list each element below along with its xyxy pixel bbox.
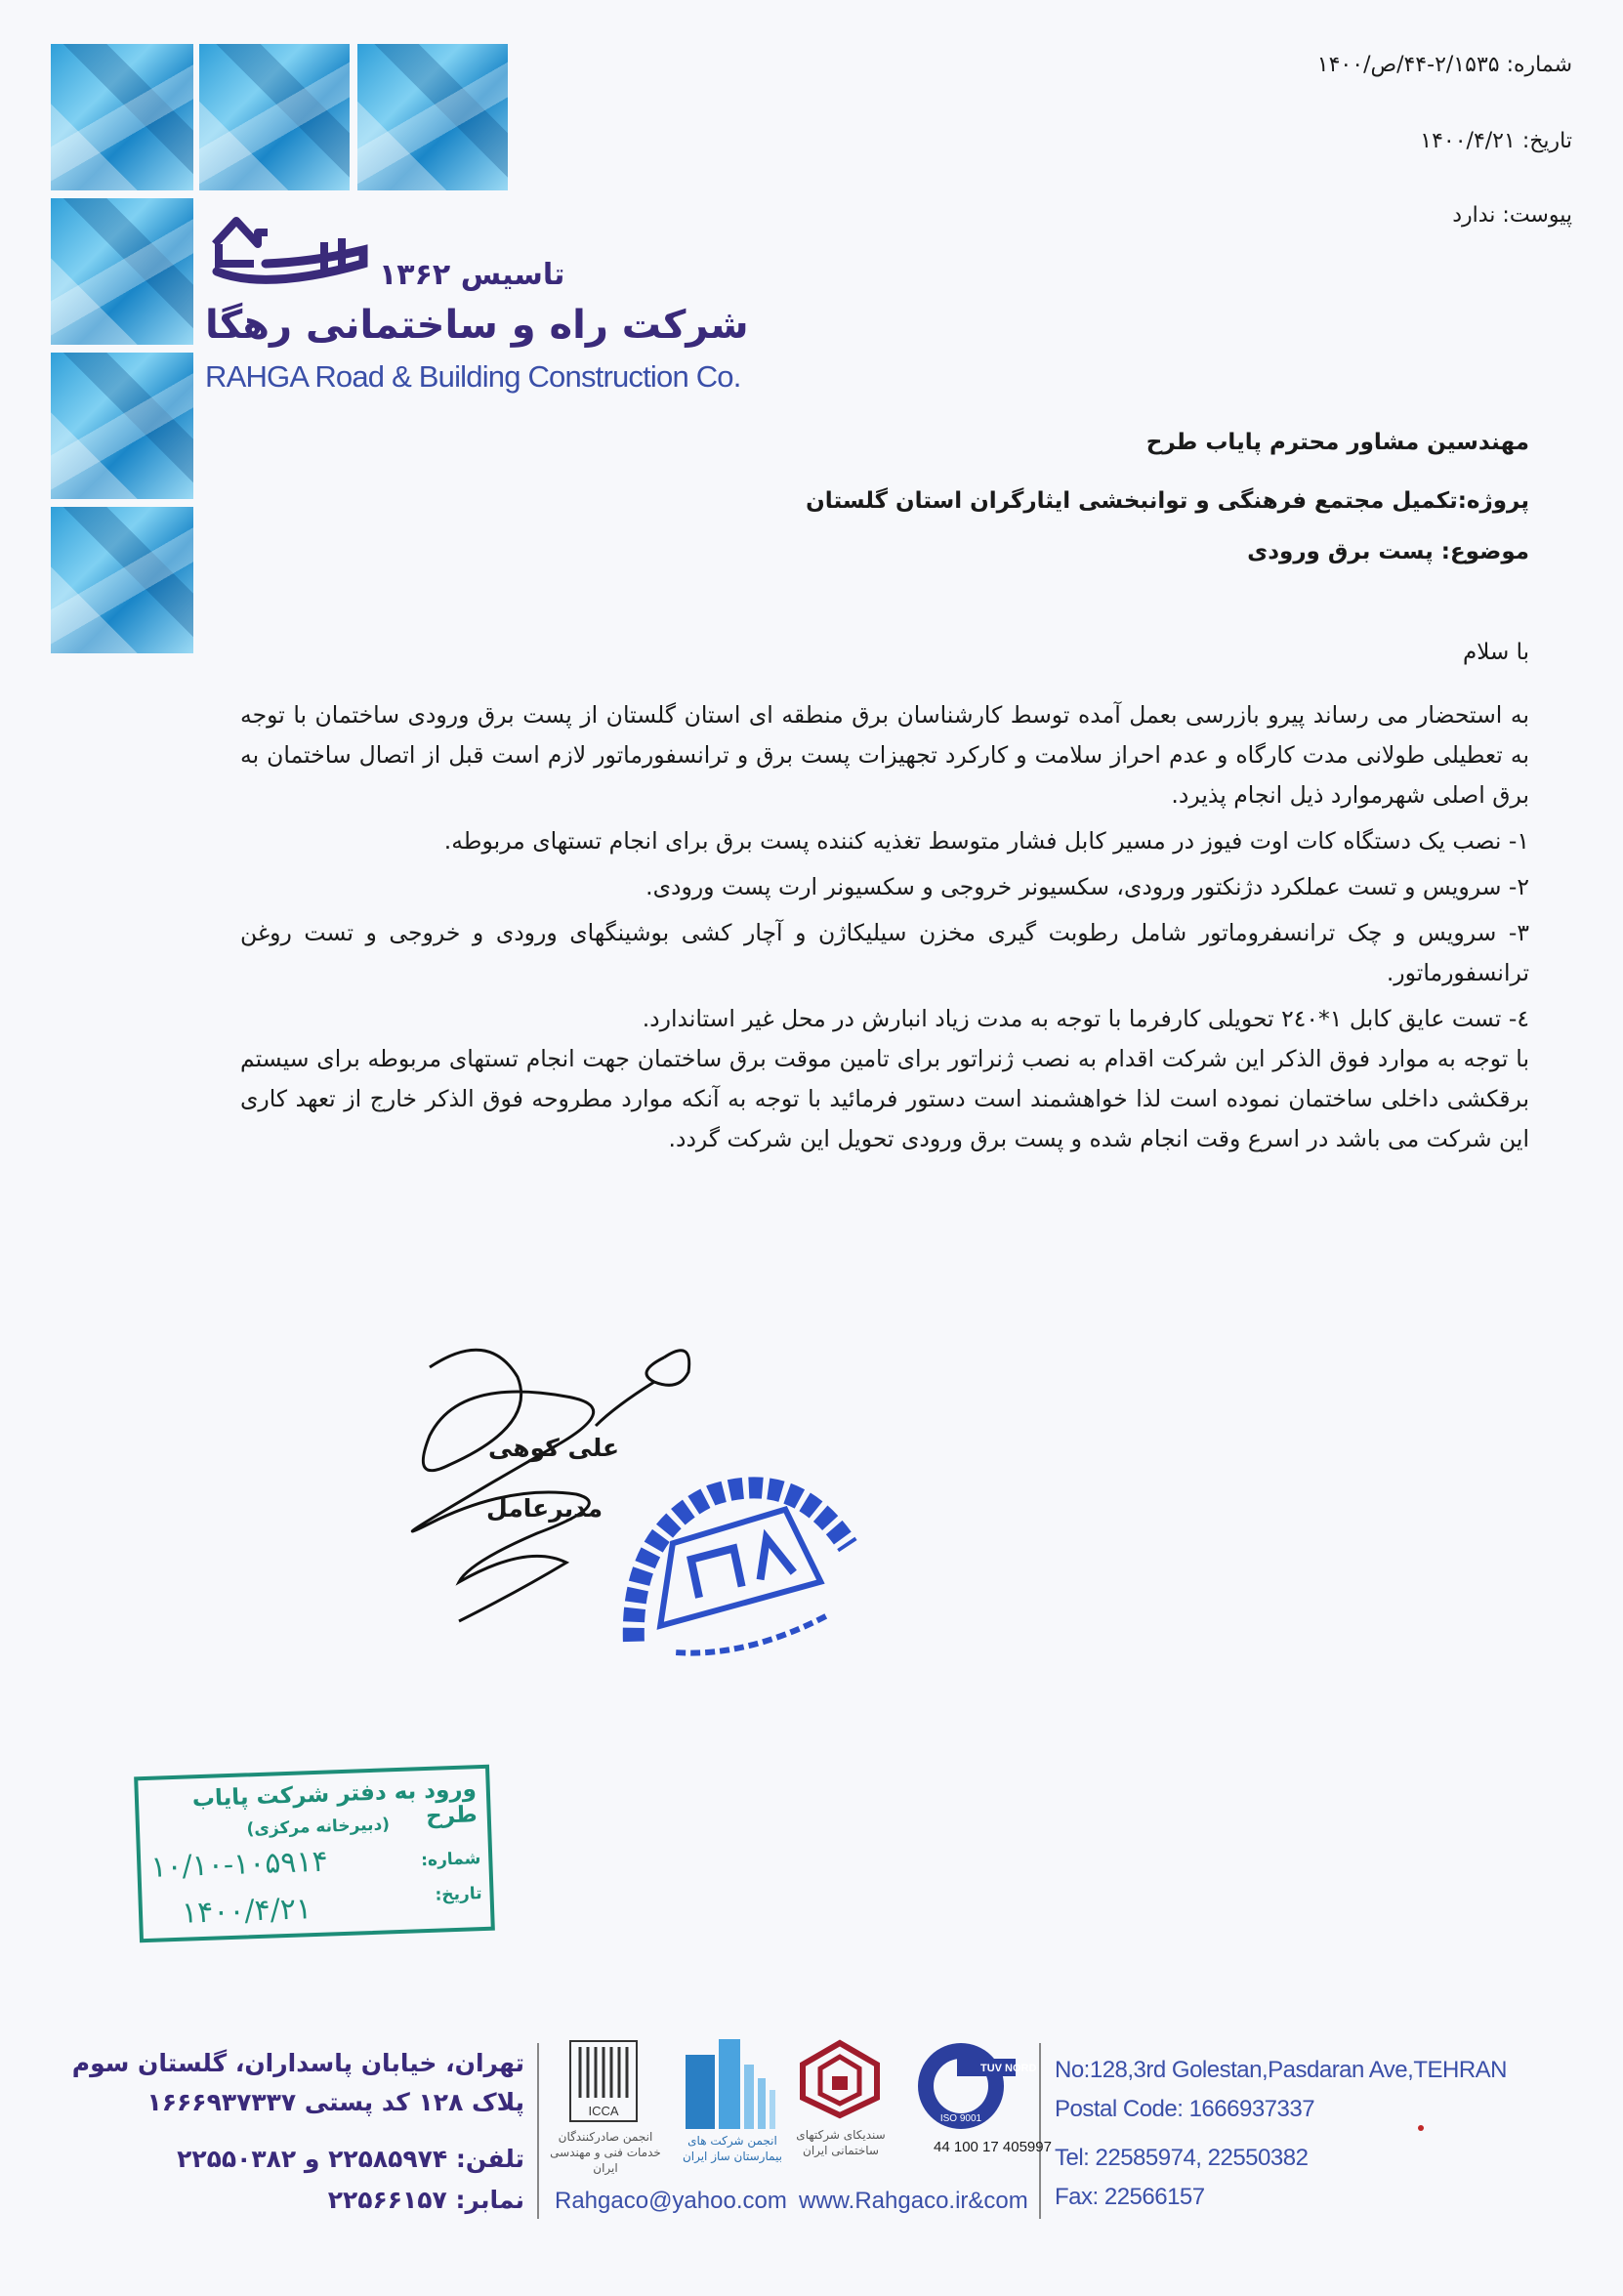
icca-logo	[568, 2039, 639, 2127]
letter-number-value: ۲/۱۵۳۵-۴۴/ص/۱۴۰۰	[1316, 53, 1500, 77]
footer-phone-fa: تلفن: ۲۲۵۸۵۹۷۴ و ۲۲۵۵۰۳۸۲	[177, 2145, 524, 2173]
footer-address-fa: تهران، خیابان پاسداران، گلستان سوم	[71, 2049, 524, 2077]
footer-postal-fa: پلاک ۱۲۸ کد پستی ۱۶۶۶۹۳۷۳۳۷	[146, 2088, 524, 2116]
construction-syndicate-caption: سندیکای شرکتهای ساختمانی ایران	[796, 2128, 886, 2157]
attachment-value: ندارد	[1452, 203, 1496, 228]
footer-email[interactable]: Rahgaco@yahoo.com	[555, 2188, 787, 2214]
letter-date	[1420, 129, 1572, 153]
mosaic-tile	[51, 44, 193, 190]
footer-postal-en: Postal Code: 1666937337	[1055, 2096, 1315, 2122]
letter-date-value: ۱۴۰۰/۴/۲۱	[1420, 129, 1516, 153]
footer-fax-en: Fax: 22566157	[1055, 2184, 1205, 2210]
mosaic-tile	[357, 44, 508, 190]
greeting: با سلام	[1463, 640, 1529, 665]
stamp-number-value: ۱۰/۱۰-۱۰۵۹۱۴	[149, 1844, 329, 1885]
footer-website[interactable]: www.Rahgaco.ir&com	[799, 2188, 1028, 2214]
signatory-name: علی کوهی	[488, 1434, 620, 1462]
construction-syndicate-logo	[799, 2039, 881, 2123]
svg-text:ICCA: ICCA	[588, 2104, 619, 2118]
svg-text:TUV NORD: TUV NORD	[980, 2063, 1037, 2074]
hospital-builders-caption: انجمن شرکت های بیمارستان ساز ایران	[682, 2134, 783, 2163]
letter-number	[1317, 53, 1572, 77]
letter-date-label: تاریخ:	[1521, 129, 1572, 153]
decorative-dot	[1418, 2125, 1424, 2131]
subject-line: موضوع: پست برق ورودی	[1247, 539, 1529, 564]
mosaic-tile	[51, 507, 193, 653]
attachment-label: پیوست:	[1502, 203, 1572, 228]
footer-tel-en: Tel: 22585974, 22550382	[1055, 2145, 1309, 2171]
founded-year: تاسیس ۱۳۶۲	[379, 258, 565, 292]
iso-label: ISO 9001	[939, 2113, 982, 2124]
icca-caption: انجمن صادرکنندگان خدمات فنی و مهندسی ایران	[550, 2130, 661, 2175]
stamp-date-value: ۱۴۰۰/۴/۲۱	[181, 1892, 312, 1931]
hospital-builders-logo	[684, 2035, 781, 2135]
received-stamp	[134, 1765, 495, 1943]
company-name-fa: شرکت راه و ساختمانی رهگا	[205, 303, 749, 348]
company-seal	[602, 1473, 865, 1672]
closing-paragraph: با توجه به موارد فوق الذکر این شرکت اقدام به نصب ژنراتور برای تامین موقت برق ساختمان جهت انجام تستهای مربوطه برای سیستم برقکشی داخلی ساختمان نموده است لذا خواهشمند است دستور فرمائید با توجه به آنکه موارد مطروحه فوق الذکر خارج از تعهد کاری این شرکت می باشد در اسرع وقت انجام شده و پست برق ورودی تحویل این شرکت گردد.	[240, 1045, 1529, 1152]
project-line: پروژه:تکمیل مجتمع فرهنگی و توانبخشی ایثارگران استان گلستان	[806, 488, 1529, 514]
footer-address-en: No:128,3rd Golestan,Pasdaran Ave,TEHRAN	[1055, 2057, 1507, 2083]
stamp-number-label: شماره:	[420, 1849, 481, 1871]
recipient: مهندسین مشاور محترم پایاب طرح	[1145, 430, 1529, 455]
list-item: ٤- تست عایق کابل ۱*۲٤۰ تحویلی کارفرما با توجه به مدت زیاد انبارش در محل غیر استاندارد.	[642, 1005, 1529, 1032]
list-item: ۲- سرویس و تست عملکرد دژنکتور ورودی، سکسیونر خروجی و سکسیونر ارت پست ورودی.	[645, 873, 1529, 900]
certificate-number: 44 100 17 405997	[934, 2139, 1052, 2155]
intro-paragraph: به استحضار می رساند پیرو بازرسی بعمل آمده توسط کارشناسان برق منطقه ای استان گلستان از پست برق ورودی ساختمان با توجه به تعطیلی طولانی مدت کارگاه و عدم احراز سلامت و کارکرد تجهیزات پست برق و ترانسفورماتور لازم است قبل از اتصال ساختمان به برق اصلی شهرموارد ذیل انجام پذیرد.	[240, 701, 1529, 809]
decorative-mosaic-column	[51, 44, 195, 661]
footer-divider	[537, 2043, 539, 2219]
company-name-en: RAHGA Road & Building Construction Co.	[205, 359, 741, 394]
list-item: ۳- سرویس و چک ترانسفروماتور شامل رطوبت گیری مخزن سیلیکاژن و آچار کشی بوشینگهای ورودی و خروجی و تست روغن ترانسفورماتور.	[240, 919, 1529, 986]
tuv-nord-logo	[910, 2039, 1037, 2137]
letter-number-label: شماره:	[1506, 53, 1572, 77]
decorative-mosaic-row	[195, 44, 508, 192]
stamp-title: ورود به دفتر شرکت پایاب طرح	[191, 1776, 479, 1829]
letter-attachment	[1452, 203, 1572, 228]
letter-body	[240, 695, 1529, 1159]
mosaic-tile	[51, 353, 193, 499]
stamp-date-label: تاریخ:	[435, 1884, 482, 1905]
mosaic-tile	[51, 198, 193, 345]
company-logo-mark	[207, 203, 373, 305]
footer-fax-fa: نمابر: ۲۲۵۶۶۱۵۷	[327, 2186, 524, 2214]
footer-divider	[1039, 2043, 1041, 2219]
list-item: ۱- نصب یک دستگاه کات اوت فیوز در مسیر کابل فشار متوسط تغذیه کننده پست برق برای انجام تستهای مربوطه.	[443, 827, 1529, 855]
signatory-role: مدیرعامل	[486, 1494, 603, 1523]
mosaic-tile	[199, 44, 350, 190]
stamp-subtitle: (دبیرخانه مرکزی)	[246, 1815, 391, 1840]
